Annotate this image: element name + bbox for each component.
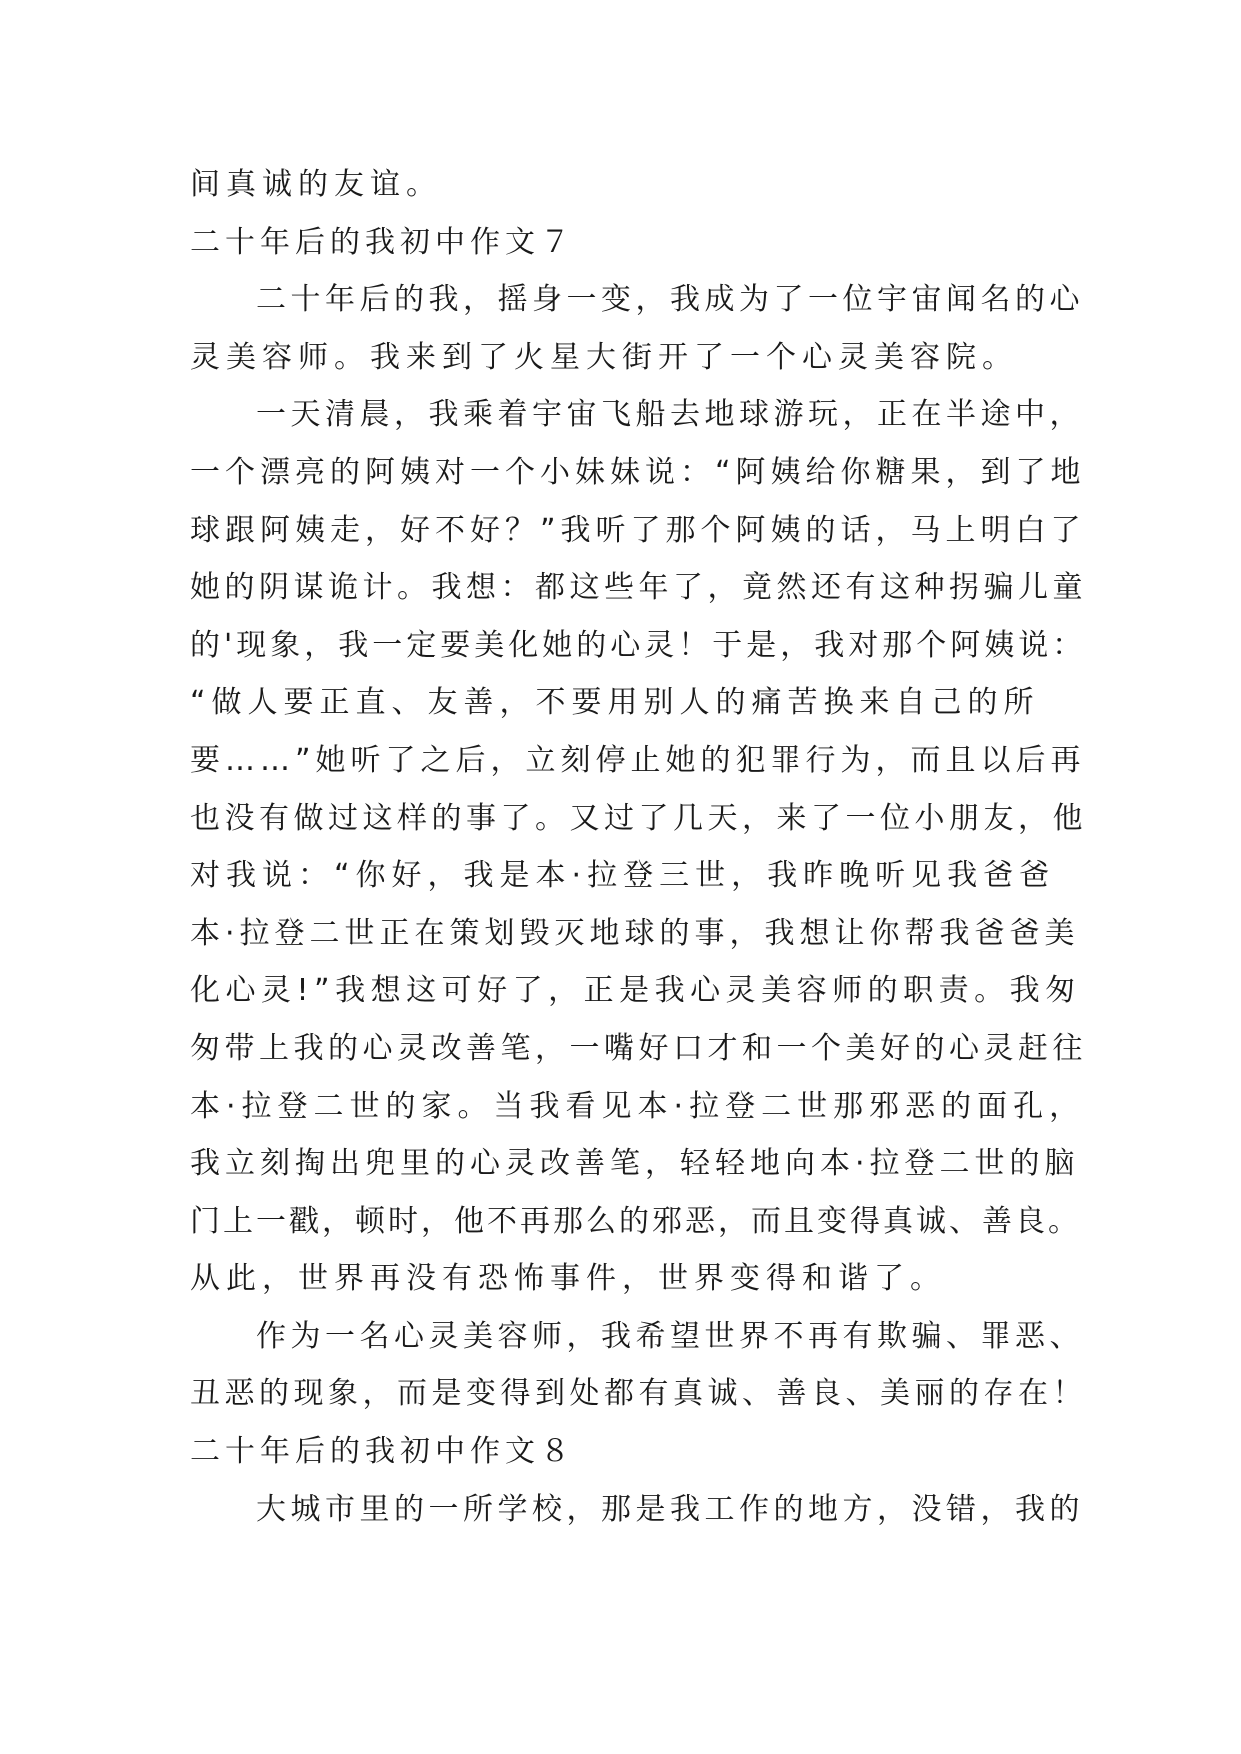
text-line: 的'现象，我一定要美化她的心灵！于是，我对那个阿姨说： (190, 627, 1087, 663)
text-line: 一个漂亮的阿姨对一个小妹妹说：“阿姨给你糖果，到了地 (190, 454, 1086, 490)
text-line: 化心灵!”我想这可好了，正是我心灵美容师的职责。我匆 (190, 973, 1081, 1009)
text-line: 从此，世界再没有恐怖事件，世界变得和谐了。 (190, 1261, 946, 1297)
paragraph-first-line: 一天清晨，我乘着宇宙飞船去地球游玩，正在半途中， (256, 397, 1084, 433)
text-line: 对我说：“你好，我是本·拉登三世，我昨晚听见我爸爸 (190, 858, 1056, 894)
text-line: 本·拉登二世正在策划毁灭地球的事，我想让你帮我爸爸美 (190, 915, 1080, 951)
text-line: 间真诚的友谊。 (190, 167, 442, 202)
paragraph-first-line: 二十年后的我，摇身一变，我成为了一位宇宙闻名的心 (256, 282, 1084, 318)
text-line: 我立刻掏出兜里的心灵改善笔，轻轻地向本·拉登二世的脑 (190, 1146, 1080, 1182)
paragraph-first-line: 作为一名心灵美容师，我希望世界不再有欺骗、罪恶、 (256, 1318, 1084, 1354)
essay-heading: 二十年后的我初中作文８ (190, 1434, 575, 1470)
text-line: 也没有做过这样的事了。又过了几天，来了一位小朋友，他 (190, 800, 1087, 836)
text-line: 匆带上我的心灵改善笔，一嘴好口才和一个美好的心灵赶往 (190, 1030, 1087, 1066)
text-line: 灵美容师。我来到了火星大街开了一个心灵美容院。 (190, 339, 1018, 375)
text-line: “做人要正直、友善，不要用别人的痛苦换来自己的所 (190, 685, 1040, 721)
document-body (190, 156, 1090, 1538)
text-line: 要……”她听了之后，立刻停止她的犯罪行为，而且以后再 (190, 742, 1086, 778)
text-line: 本·拉登二世的家。当我看见本·拉登二世那邪恶的面孔， (190, 1088, 1086, 1124)
paragraph-first-line: 大城市里的一所学校，那是我工作的地方，没错，我的 (256, 1491, 1084, 1527)
text-line: 球跟阿姨走，好不好？”我听了那个阿姨的话，马上明白了 (190, 512, 1086, 548)
essay-heading: 二十年后的我初中作文７ (190, 224, 575, 260)
text-line: 丑恶的现象，而是变得到处都有真诚、善良、美丽的存在！ (190, 1376, 1087, 1412)
text-line: 她的阴谋诡计。我想：都这些年了，竟然还有这种拐骗儿童 (190, 570, 1087, 606)
text-line: 门上一戳，顿时，他不再那么的邪恶，而且变得真诚、善良。 (190, 1203, 1081, 1239)
